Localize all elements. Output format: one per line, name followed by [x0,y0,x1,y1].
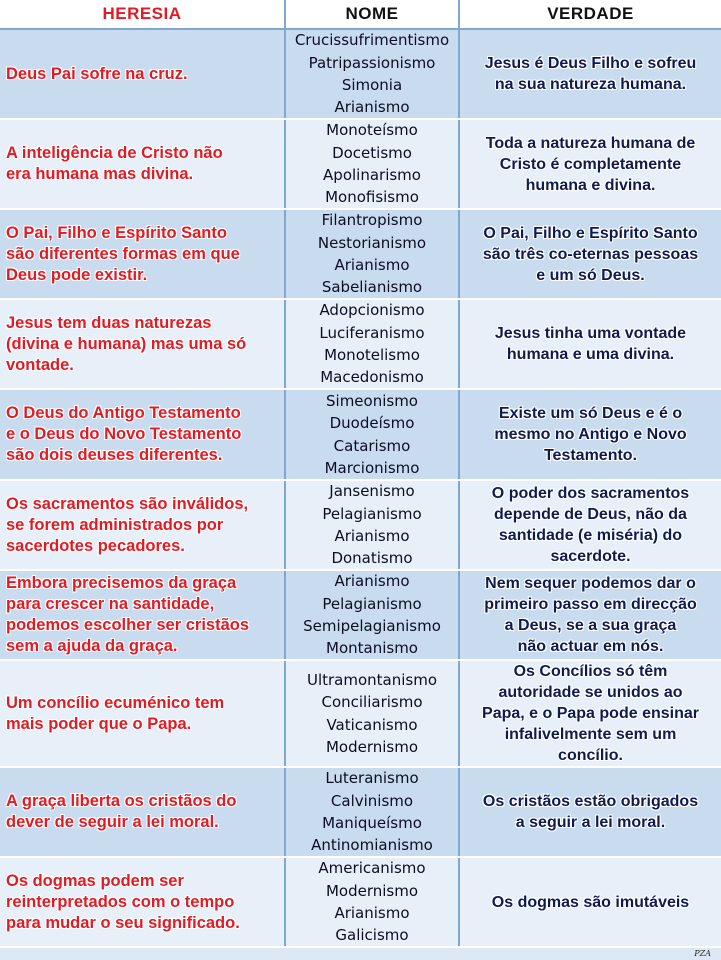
header-heresia [0,0,284,28]
name-cell-line: Montanismo [326,639,418,658]
truth-cell [458,210,721,298]
truth-cell-line: na sua natureza humana. [494,76,687,93]
truth-cell-line: primeiro passo em direcção [484,596,697,613]
truth-cell-line: humana e uma divina. [506,346,675,363]
truth-cell-line: mesmo no Antigo e Novo [494,426,687,443]
name-cell-line: Crucissufrimentismo [294,31,450,50]
truth-cell-line: Existe um só Deus e é o [498,405,683,422]
name-cell-line: Galicismo [335,926,409,945]
table-row [0,768,721,858]
name-cell-line: Docetismo [332,143,412,162]
name-cell-line: Monotelismo [324,346,420,364]
header-heresia-label: HERESIA [102,4,182,23]
name-cell-line: Vaticanismo [326,715,418,734]
heresy-cell-line: sacerdotes pecadores. [6,536,185,555]
heresy-cell-line: vontade. [6,355,74,374]
table-row [0,390,721,481]
name-cell-line: Jansenismo [329,482,415,501]
header-nome-label: NOME [345,4,399,23]
heresy-cell-line: são dois deuses diferentes. [6,446,223,464]
heresy-cell-line: se forem administrados por [6,515,224,534]
heresy-cell [0,30,284,118]
truth-cell-line: concílio. [558,747,623,764]
name-cell [284,300,458,388]
truth-cell-line: humana e divina. [525,176,656,194]
heresy-cell-line: A graça liberta os cristãos do [6,792,237,810]
name-cell-line: Pelagianismo [322,504,422,523]
truth-cell [458,661,721,766]
name-cell-line: Arianismo [334,256,410,274]
truth-cell [458,120,721,208]
truth-cell [458,768,721,856]
header-verdade [458,0,721,28]
heresy-cell-line: A inteligência de Cristo não [6,144,223,162]
truth-cell-line: Cristo é completamente [499,155,682,173]
name-cell-line: Simeonismo [326,391,418,410]
heresy-cell [0,768,284,856]
name-cell-line: Donatismo [331,549,413,568]
table-row [0,30,721,120]
heresy-cell-line: para mudar o seu significado. [6,913,240,932]
name-cell-line: Pelagianismo [322,594,422,613]
name-cell [284,571,458,659]
table-row [0,210,721,300]
name-cell-line: Nestorianismo [317,233,427,252]
name-cell-line: Antinomianismo [311,836,433,855]
heresy-cell-line: e o Deus do Novo Testamento [6,425,242,443]
name-cell [284,768,458,856]
heresy-cell-line: são diferentes formas em que [6,244,240,263]
truth-cell-line: infalivelmente sem um [504,726,677,743]
name-cell-line: Duodeísmo [329,414,415,433]
name-cell-line: Arianismo [334,572,410,591]
heresy-cell-line: reinterpretados com o tempo [6,892,235,911]
heresy-cell [0,661,284,766]
table-row [0,300,721,390]
heresy-cell [0,571,284,659]
name-cell-line: Modernismo [325,737,419,756]
name-cell-line: Luteranismo [325,769,419,788]
name-cell-line: Patripassionismo [308,53,436,72]
heresy-cell [0,858,284,946]
heresy-cell [0,390,284,479]
heresy-cell-line: (divina e humana) mas uma só [6,334,247,353]
name-cell-line: Maniqueísmo [322,814,422,832]
truth-cell-line: Papa, e o Papa pode ensinar [482,705,699,722]
truth-cell [458,30,721,118]
name-cell-line: Calvinismo [330,791,414,810]
name-cell-line: Americanismo [318,859,426,878]
table-row [0,571,721,661]
truth-cell-line: santidade (e miséria) do [498,527,683,544]
name-cell-line: Macedonismo [320,368,424,387]
truth-cell-line: O poder dos sacramentos [491,485,690,502]
heresy-cell-line: mais poder que o Papa. [6,714,192,733]
heresy-cell-line: podemos escolher ser cristãos [6,616,250,634]
header-verdade-label: VERDADE [547,4,634,23]
name-cell-line: Arianismo [334,904,410,922]
heresy-cell-line: Um concílio ecuménico tem [6,693,225,712]
truth-cell-line: Os Concílios só têm [513,663,668,680]
truth-cell [458,390,721,479]
heresy-cell-line: Embora precisemos da graça [6,574,237,592]
truth-cell-line: e um só Deus. [536,266,645,284]
name-cell [284,858,458,946]
heresy-cell-line: dever de seguir a lei moral. [6,813,219,831]
name-cell [284,210,458,298]
truth-cell-line: são três co-eternas pessoas [482,245,699,263]
name-cell-line: Modernismo [325,881,419,900]
name-cell-line: Simonia [341,76,403,94]
name-cell-line: Apolinarismo [323,166,421,184]
truth-cell [458,481,721,569]
table-row [0,858,721,948]
name-cell-line: Catarismo [333,436,411,455]
heresy-cell-line: O Deus do Antigo Testamento [6,404,241,422]
truth-cell-line: Os cristãos estão obrigados [482,793,699,810]
name-cell-line: Ultramontanismo [306,670,438,689]
table-row [0,481,721,571]
truth-cell-line: O Pai, Filho e Espírito Santo [483,224,698,242]
heresy-cell-line: para crescer na santidade, [6,595,215,613]
truth-cell-line: autoridade se unidos ao [498,684,683,701]
name-cell [284,30,458,118]
credit-mark: PZA [694,949,711,958]
heresy-cell-line: Deus Pai sofre na cruz. [6,64,188,83]
truth-cell-line: Nem sequer podemos dar o [485,575,696,592]
truth-cell [458,571,721,659]
name-cell-line: Arianismo [334,98,410,117]
truth-cell-line: a seguir a lei moral. [515,814,666,831]
truth-cell-line: a Deus, se a sua graça [504,617,677,634]
heresy-cell-line: Os sacramentos são inválidos, [6,494,249,513]
heresy-cell [0,300,284,388]
heresy-cell-line: Deus pode existir. [6,265,148,284]
table-row [0,661,721,768]
heresy-cell [0,210,284,298]
table-row [0,120,721,210]
truth-cell-line: depende de Deus, não da [494,506,687,523]
truth-cell [458,858,721,946]
name-cell-line: Conciliarismo [321,693,423,712]
heresy-cell-line: O Pai, Filho e Espírito Santo [6,223,227,242]
truth-cell-line: Testamento. [543,447,638,464]
truth-cell-line: Toda a natureza humana de [485,134,696,152]
heresy-cell-line: sem a ajuda da graça. [6,637,178,655]
heresy-cell-line: era humana mas divina. [6,165,194,183]
name-cell-line: Semipelagianismo [303,617,441,635]
truth-cell-line: Os dogmas são imutáveis [491,893,690,911]
name-cell-line: Arianismo [334,527,410,545]
truth-cell-line: não actuar em nós. [517,638,664,655]
truth-cell-line: sacerdote. [550,548,631,565]
name-cell-line: Filantropismo [321,211,423,230]
name-cell [284,481,458,569]
table-header [0,0,721,30]
name-cell-line: Monofisismo [325,188,419,207]
name-cell-line: Luciferanismo [319,323,425,342]
name-cell-line: Marcionismo [324,458,420,477]
heresy-cell [0,481,284,569]
name-cell [284,120,458,208]
name-cell-line: Monoteísmo [326,121,418,140]
truth-cell-line: Jesus é Deus Filho e sofreu [484,55,697,72]
heresy-cell-line: Os dogmas podem ser [6,871,184,890]
truth-cell [458,300,721,388]
name-cell-line: Sabelianismo [321,278,423,297]
truth-cell-line: Jesus tinha uma vontade [494,325,687,342]
header-nome [284,0,458,28]
name-cell [284,661,458,766]
heresy-cell-line: Jesus tem duas naturezas [6,313,212,332]
name-cell-line: Adopcionismo [319,301,425,320]
heresy-cell [0,120,284,208]
name-cell [284,390,458,479]
